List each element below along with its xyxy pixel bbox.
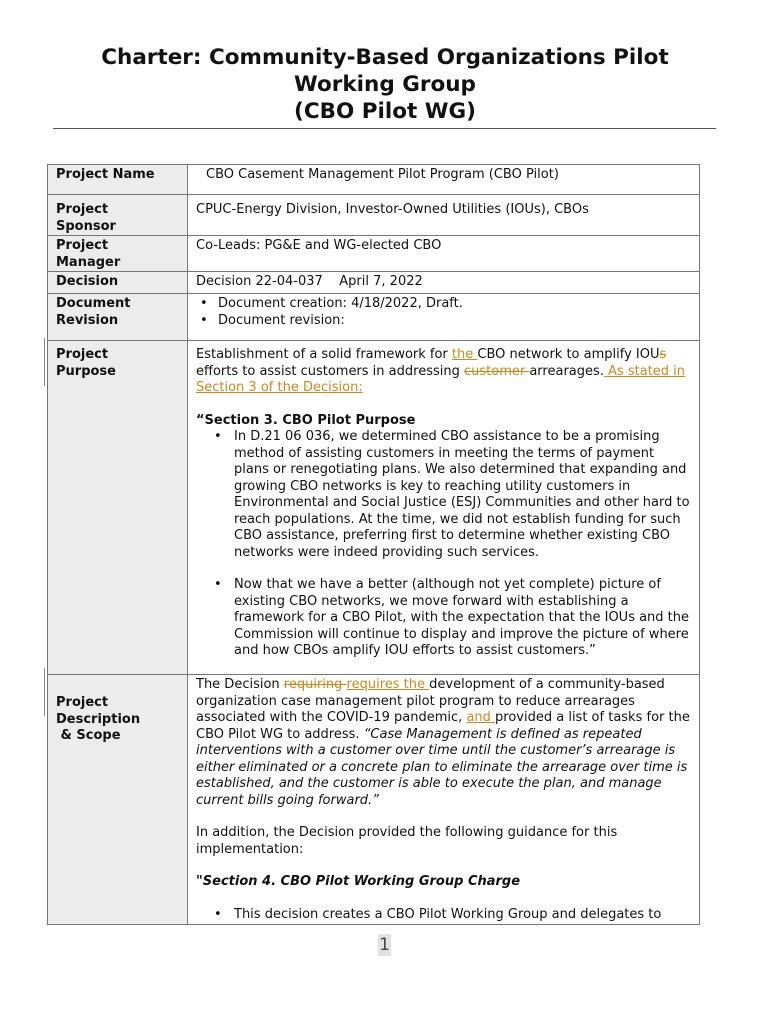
case-management-definition: “Case Management is defined as repeated interventions with a customer over time until the customer’s arrearage is either eliminated or a concrete plan to eliminate the arrearage over time is established, and the customer is able to execute the plan, and manage current bills going forward.” <box>196 726 688 808</box>
label-line: Project <box>56 347 109 362</box>
label-line: Project <box>56 695 109 710</box>
label-line: Manager <box>56 254 121 270</box>
label-line: Sponsor <box>56 218 116 234</box>
list-item: • Document creation: 4/18/2022, Draft. <box>218 296 693 313</box>
inserted-text: As stated in Section 3 of the Decision: <box>196 363 686 395</box>
deleted-text: requiring <box>283 677 347 692</box>
text-run: provided a list of tasks for the CBO Pilot WG to address. <box>196 710 690 742</box>
row-decision <box>48 272 700 294</box>
scope-bullets <box>196 907 693 924</box>
label-project-sponsor <box>48 195 188 236</box>
label-project-name <box>48 165 188 195</box>
row-project-manager <box>48 236 700 272</box>
project-name-text: CBO Casement Management Pilot Program (CBO Pilot) <box>206 167 559 182</box>
inserted-text: and <box>466 710 496 725</box>
heading-quote-mark: " <box>196 874 203 889</box>
purpose-intro <box>196 347 693 397</box>
inserted-text: the <box>451 347 478 362</box>
value-project-name <box>188 165 700 195</box>
row-project-name <box>48 165 700 195</box>
charter-table <box>47 164 700 925</box>
value-decision <box>188 272 700 294</box>
change-bar <box>44 668 45 716</box>
text-run: arrearages. <box>529 363 604 379</box>
label-line: Document <box>56 296 131 311</box>
label-line: & Scope <box>56 728 121 743</box>
label-project-scope <box>48 675 188 925</box>
title-line-1: Charter: Community-Based Organizations Pilot <box>101 45 669 70</box>
value-document-revision <box>188 294 700 341</box>
title-divider <box>53 128 716 129</box>
project-manager-text: Co-Leads: PG&E and WG-elected CBO <box>196 238 442 253</box>
list-item: • This decision creates a CBO Pilot Working Group and delegates to <box>234 907 693 924</box>
text-run: The Decision <box>196 677 284 692</box>
label-document-revision <box>48 294 188 341</box>
label-text: Project Name <box>56 167 155 182</box>
row-project-purpose <box>48 341 700 675</box>
label-line: Project <box>56 238 109 253</box>
label-project-manager <box>48 236 188 272</box>
page-number: 1 <box>379 935 390 955</box>
label-text: Decision <box>56 274 119 289</box>
value-project-scope <box>188 675 700 925</box>
purpose-bullets <box>196 429 693 660</box>
list-item: • In D.21 06 036, we determined CBO assistance to be a promising method of assisting customers in meeting the terms of payment plans or renegotiating plans. We also determined that expanding and growing CBO networks is key to reaching utility customers in Environmental and Social Justice (ESJ) Communities and other hard to reach populations. At the time, we did not establish funding for such CBO assistance, preferring first to determine whether existing CBO networks were indeed providing such services. <box>234 429 693 561</box>
text-run: development of a community-based organization case management pilot program to reduce arrearages associated with the COVID-19 pandemic, <box>196 677 665 725</box>
change-bar <box>44 338 45 386</box>
value-project-sponsor <box>188 195 700 236</box>
row-document-revision <box>48 294 700 341</box>
title-line-3: (CBO Pilot WG) <box>294 99 476 124</box>
row-project-scope <box>48 675 700 925</box>
document-title <box>0 44 770 125</box>
value-project-purpose <box>188 341 700 675</box>
scope-paragraph <box>196 677 693 809</box>
text-run: efforts to assist customers in addressing <box>196 363 464 379</box>
deleted-text: s <box>659 347 667 362</box>
scope-section-heading <box>196 874 693 891</box>
row-project-sponsor <box>48 195 700 236</box>
title-line-2: Working Group <box>294 72 476 97</box>
revision-list <box>196 296 693 329</box>
label-line: Description <box>56 711 141 727</box>
purpose-section-heading: “Section 3. CBO Pilot Purpose <box>196 412 416 428</box>
label-line: Revision <box>56 312 119 328</box>
deleted-text: customer <box>463 363 530 379</box>
list-item: • Now that we have a better (although not yet complete) picture of existing CBO networks, we move forward with establishing a framework for a CBO Pilot, with the expectation that the IOUs and the Commission will continue to display and improve the picture of where and how CBOs amplify IOU efforts to assist customers.” <box>234 577 693 660</box>
text-run: Establishment of a solid framework for <box>196 347 452 362</box>
decision-text: Decision 22-04-037 April 7, 2022 <box>196 274 423 289</box>
project-sponsor-text: CPUC-Energy Division, Investor-Owned Utilities (IOUs), CBOs <box>196 202 589 217</box>
scope-paragraph-2: In addition, the Decision provided the following guidance for this implementation: <box>196 825 618 857</box>
text-run: CBO network to amplify IOU <box>477 347 660 362</box>
heading-text: Section 4. CBO Pilot Working Group Charge <box>202 874 521 889</box>
label-line: Project <box>56 202 109 217</box>
value-project-manager <box>188 236 700 272</box>
label-decision <box>48 272 188 294</box>
label-project-purpose <box>48 341 188 675</box>
list-item: • Document revision: <box>218 313 693 330</box>
inserted-text: requires the <box>346 677 430 692</box>
label-line: Purpose <box>56 363 116 379</box>
